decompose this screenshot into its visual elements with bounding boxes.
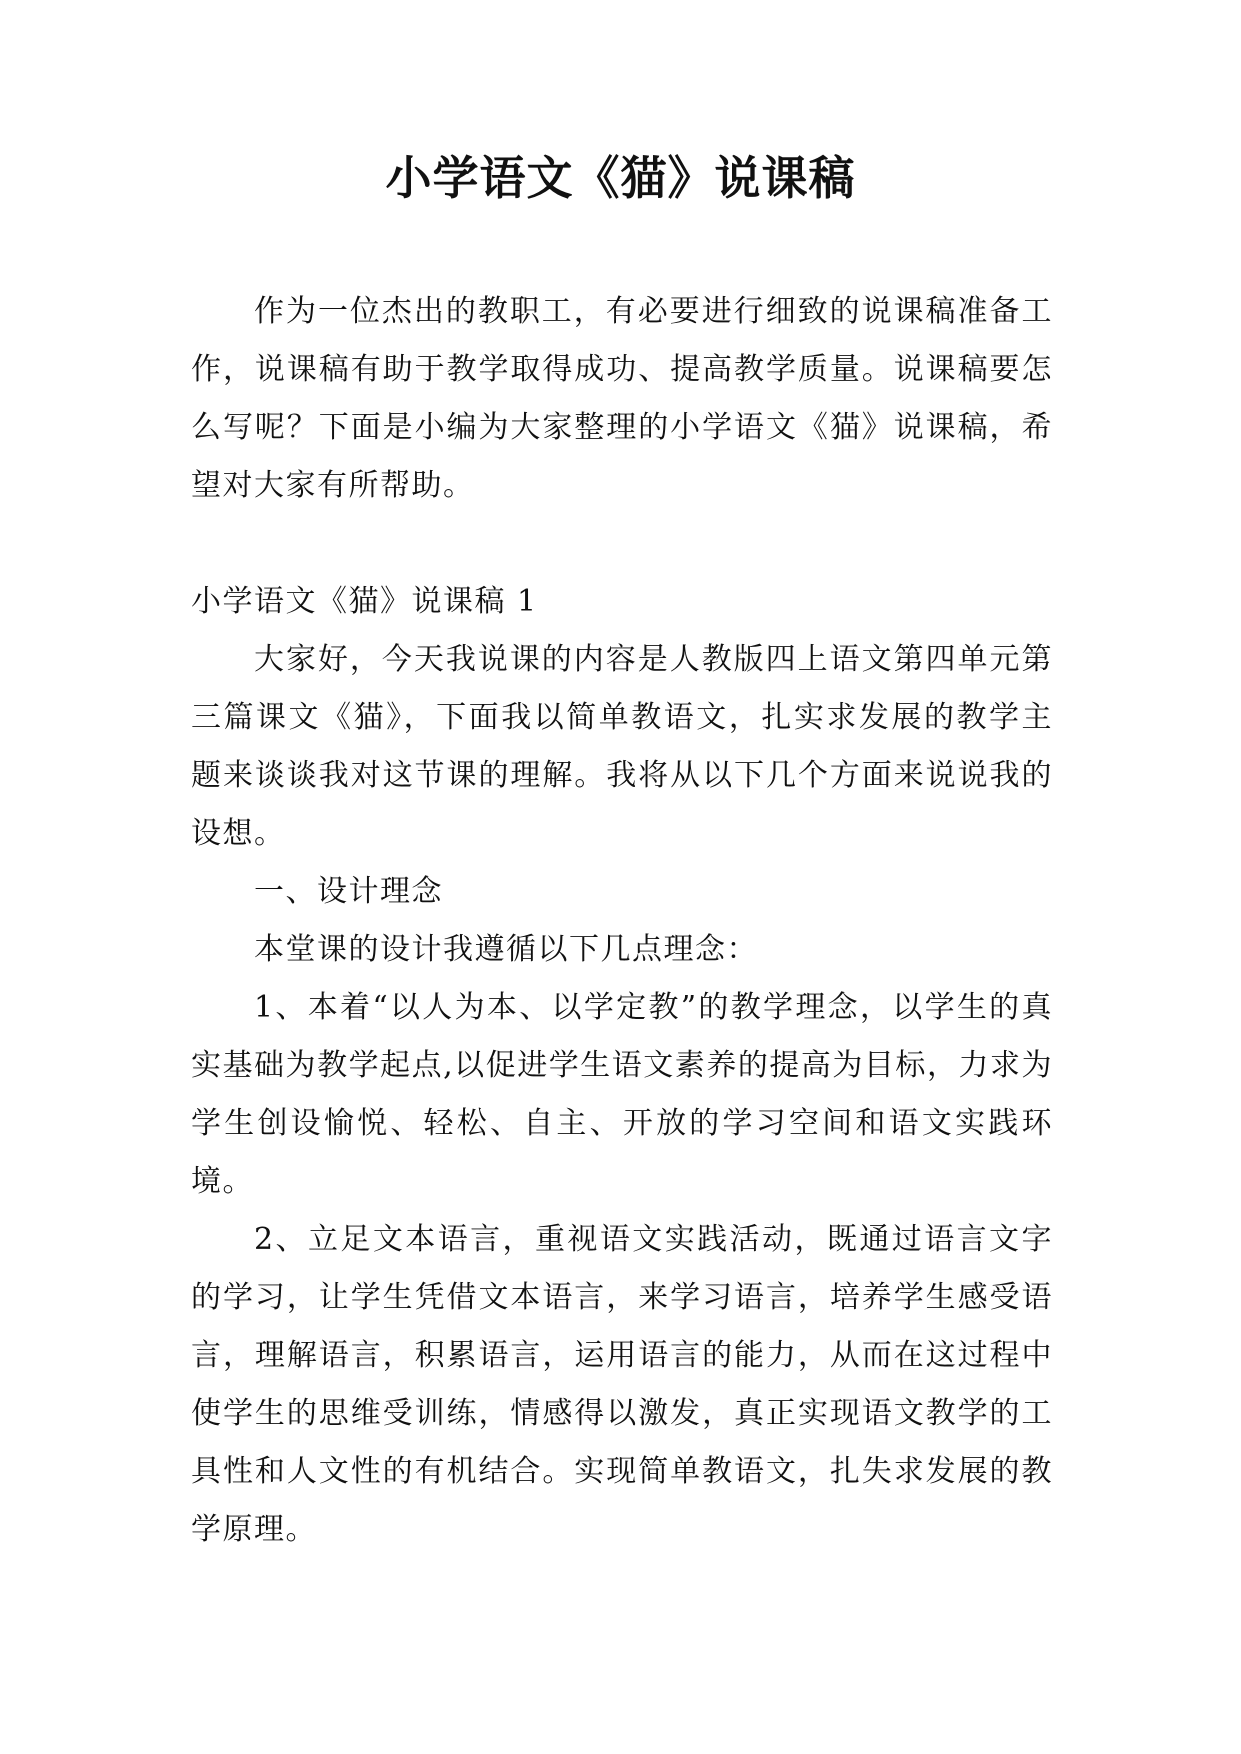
section-heading: 小学语文《猫》说课稿 1 (191, 584, 538, 619)
page-title: 小学语文《猫》说课稿 (385, 151, 856, 205)
body-paragraph: 1、本着“以人为本、以学定教”的教学理念，以学生的真实基础为教学起点,以促进学生语文素养的提高为目标，力求为学生创设愉悦、轻松、自主、开放的学习空间和语文实践环境。 (191, 990, 1053, 1199)
intro-paragraph: 作为一位杰出的教职工，有必要进行细致的说课稿准备工作，说课稿有助于教学取得成功、提高教学质量。说课稿要怎么写呢？下面是小编为大家整理的小学语文《猫》说课稿，希望对大家有所帮助。 (191, 294, 1053, 503)
document-body (191, 283, 1053, 1559)
paragraph-spacer (191, 515, 1053, 573)
section-subheading: 一、设计理念 (254, 874, 443, 909)
body-paragraph: 2、立足文本语言，重视语文实践活动，既通过语言文字的学习，让学生凭借文本语言，来学习语言，培养学生感受语言，理解语言，积累语言，运用语言的能力，从而在这过程中使学生的思维受训练，情感得以激发，真正实现语文教学的工具性和人文性的有机结合。实现简单教语文，扎失求发展的教学原理。 (191, 1222, 1053, 1547)
body-paragraph: 大家好，今天我说课的内容是人教版四上语文第四单元第三篇课文《猫》，下面我以简单教语文，扎实求发展的教学主题来谈谈我对这节课的理解。我将从以下几个方面来说说我的设想。 (191, 642, 1053, 851)
body-paragraph: 本堂课的设计我遵循以下几点理念： (254, 932, 758, 967)
